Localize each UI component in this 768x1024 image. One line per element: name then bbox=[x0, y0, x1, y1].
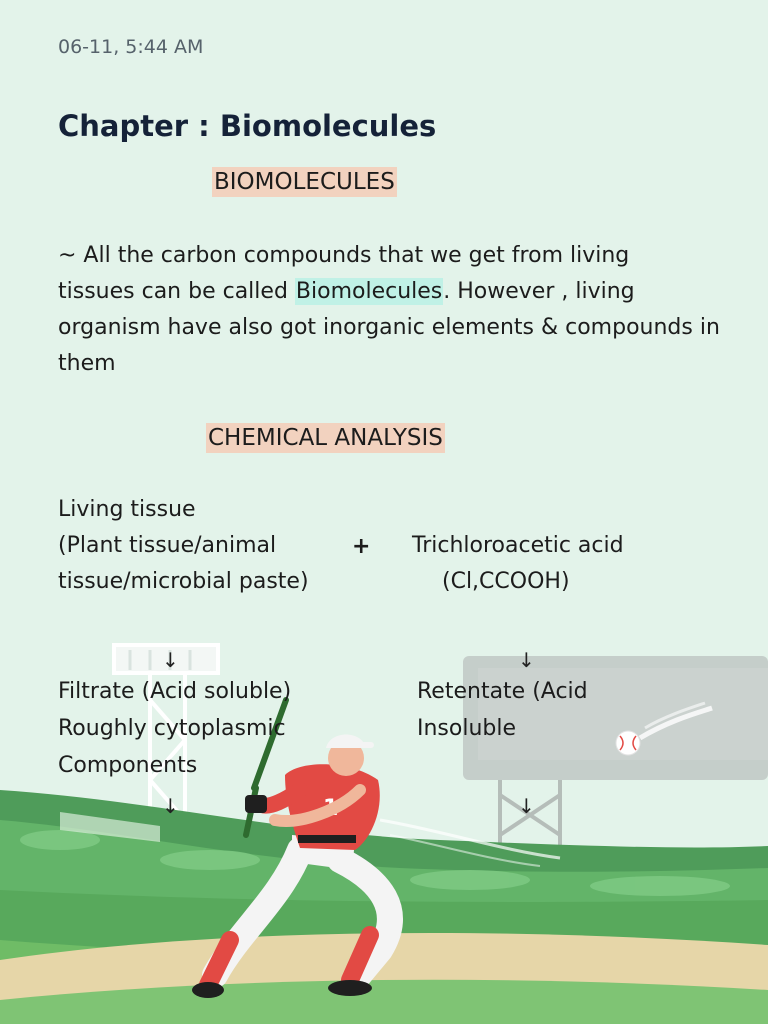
note-timestamp: 06-11, 5:44 AM bbox=[58, 36, 204, 58]
reagent-line-1: Trichloroacetic acid bbox=[412, 533, 624, 558]
heading-chemical-analysis bbox=[206, 420, 445, 456]
plus-sign: + bbox=[352, 534, 371, 559]
paragraph-line-2-end: . However , living bbox=[443, 279, 635, 304]
down-arrow-icon: ↓ bbox=[518, 648, 535, 672]
retentate-line-2: Insoluble bbox=[417, 716, 517, 741]
chapter-title: Chapter : Biomolecules bbox=[58, 109, 437, 143]
intro-paragraph bbox=[58, 238, 720, 382]
living-tissue-line-1: Living tissue bbox=[58, 497, 196, 522]
paragraph-line-2 bbox=[58, 274, 720, 310]
down-arrow-icon: ↓ bbox=[162, 794, 179, 818]
biomolecules-highlight: Biomolecules bbox=[295, 279, 443, 304]
heading-chemical-analysis-text: CHEMICAL ANALYSIS bbox=[208, 425, 443, 451]
reagent-line-2: (Cl,CCOOH) bbox=[442, 569, 570, 594]
living-tissue-line-2: (Plant tissue/animal bbox=[58, 533, 277, 558]
filtrate-line-2: Roughly cytoplasmic bbox=[58, 716, 286, 741]
heading-biomolecules bbox=[212, 164, 397, 200]
paragraph-line-4: them bbox=[58, 351, 116, 376]
heading-biomolecules-text: BIOMOLECULES bbox=[214, 169, 395, 195]
down-arrow-icon: ↓ bbox=[162, 648, 179, 672]
retentate-line-1: Retentate (Acid bbox=[417, 679, 588, 704]
paragraph-line-1: ~ All the carbon compounds that we get from living bbox=[58, 243, 630, 268]
filtrate-line-1: Filtrate (Acid soluble) bbox=[58, 679, 292, 704]
down-arrow-icon: ↓ bbox=[518, 794, 535, 818]
paragraph-line-2-start: tissues can be called bbox=[58, 279, 295, 304]
svg-text:1: 1 bbox=[323, 796, 339, 821]
filtrate-line-3: Components bbox=[58, 753, 198, 778]
living-tissue-line-3: tissue/microbial paste) bbox=[58, 569, 309, 594]
paragraph-line-3: organism have also got inorganic elements & compounds in bbox=[58, 315, 720, 340]
